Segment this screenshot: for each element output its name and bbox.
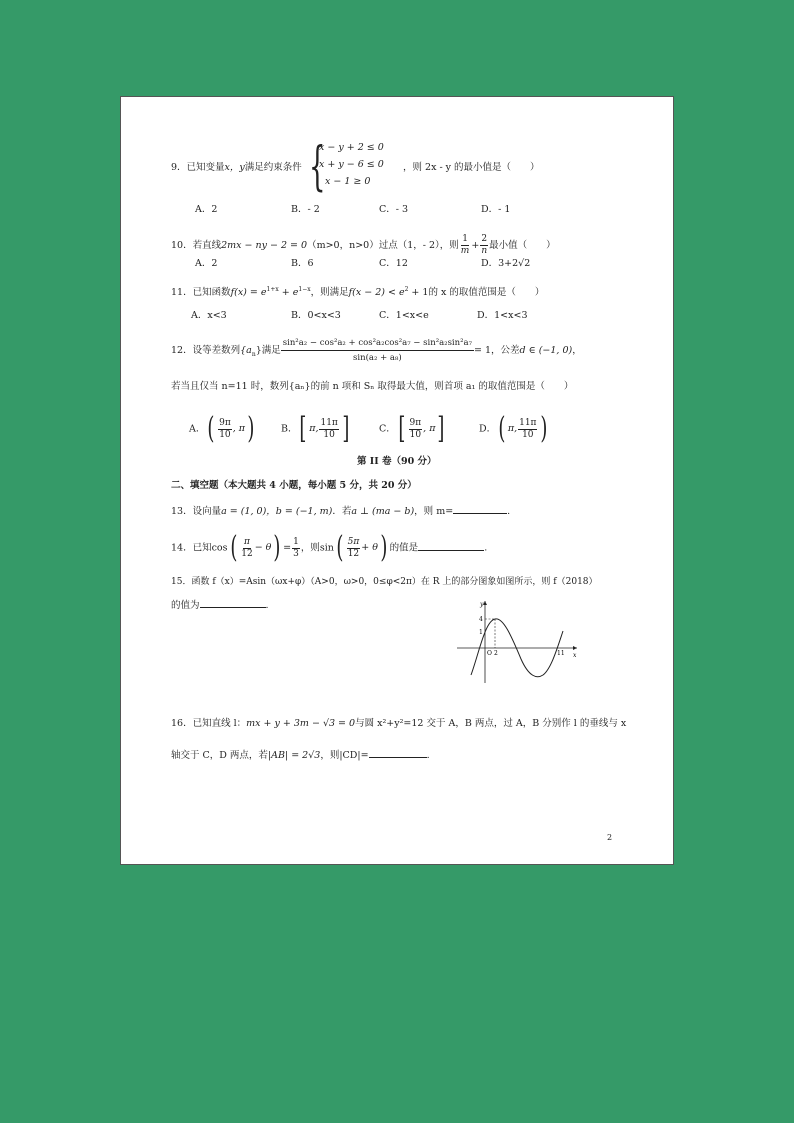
q9-constraint-1: x − y + 2 ≤ 0 [319, 142, 384, 153]
q11-option-b: B．0<x<3 [291, 310, 341, 321]
q12-stem [171, 333, 582, 373]
q12-option-a-tail: , π [232, 423, 246, 434]
q11-option-c: C．1<x<e [379, 310, 429, 321]
q12-option-d-head: π, [507, 423, 518, 434]
q10-frac-2-num: 2 [481, 234, 488, 244]
q12-seq: {a [240, 345, 252, 356]
q9-stem [171, 161, 302, 175]
q14-plus-theta: + θ [361, 542, 378, 553]
q12-d-range: d ∈ (−1, 0) [519, 345, 573, 356]
q12-line-2: 若当且仅当 n=11 时，数列{aₙ}的前 n 项和 Sₙ 取得最大值，则首项 a₁ 的取值范围是（ ） [171, 381, 574, 392]
q9-option-b: B．- 2 [291, 204, 320, 215]
q16-line-2 [171, 747, 430, 763]
q15-text: 的值为 [171, 600, 200, 611]
q12-option-c-label: C． [379, 423, 396, 435]
q12-option-a [189, 413, 257, 446]
q14-f1-den: 12 [241, 548, 253, 559]
q9-option-d: D．- 1 [481, 204, 511, 215]
q10-option-a: A．2 [195, 258, 218, 269]
q16-line-1 [171, 717, 626, 731]
q12-option-d [479, 413, 550, 446]
q12-option-c-lbracket: [ [398, 411, 406, 446]
q12-text-b: 满足 [261, 345, 281, 356]
q12-option-b-den: 10 [323, 429, 335, 440]
q10-option-d: D．3+2√2 [481, 258, 531, 269]
q11-text-c: 的 x 的取值范围是（ ） [428, 287, 545, 299]
q9-constraint-2: x + y − 6 ≤ 0 [319, 159, 384, 170]
section2-title: 二、填空题（本大题共 4 小题，每小题 5 分，共 20 分） [171, 480, 417, 491]
q12-seq-close: } [255, 345, 262, 356]
q12-eq: = 1，公差 [474, 345, 520, 356]
q16-line-eq: mx + y + 3m − √3 = 0 [246, 718, 356, 729]
q9-vars: x，y [224, 162, 245, 173]
q13-answer-blank[interactable] [453, 503, 507, 514]
q12-option-b-lbracket: [ [299, 411, 307, 446]
q12-main-fraction [281, 336, 474, 365]
q11-option-d: D．1<x<3 [477, 310, 528, 321]
q13-text-c: ，则 m= [414, 506, 454, 517]
q14-f2-num: 1 [293, 536, 299, 547]
q16-text-a: 16．已知直线 l： [171, 718, 247, 729]
graph-x-label: x [573, 652, 577, 659]
q14-lparen-2: ( [336, 530, 344, 565]
graph-tick-1: 1 [479, 629, 483, 636]
q13-end: . [507, 506, 511, 517]
q12-option-b-head: π, [309, 423, 319, 434]
q12-option-d-num: 11π [519, 417, 537, 428]
q12-option-d-rparen: ) [540, 411, 548, 446]
q12-option-a-label: A． [189, 423, 206, 435]
q9-brace: { [309, 137, 326, 197]
q14-text-b: ，则 [300, 542, 320, 554]
q13-stem [171, 503, 510, 519]
q13-text-b: ．若 [332, 506, 352, 517]
q12-text-a: 12．设等差数列 [171, 345, 241, 356]
q16-text-d: ，则|CD|= [320, 750, 369, 761]
q9-constraint-3: x − 1 ≥ 0 [325, 176, 371, 187]
q12-option-b [281, 413, 352, 446]
q14-f2-den: 3 [293, 548, 299, 559]
q14-lparen-1: ( [229, 530, 237, 565]
q10-text-b: （m>0，n>0）过点（1，- 2），则 [307, 240, 459, 251]
q9-text-a: 9．已知变量 [171, 162, 225, 173]
q14-text-a: 14．已知 [171, 542, 212, 554]
q12-option-a-num: 9π [219, 417, 231, 428]
q10-frac-2-den: n [481, 246, 488, 256]
q10-option-b: B．6 [291, 258, 314, 269]
graph-tick-4: 4 [479, 616, 483, 623]
q12-option-c-num: 9π [409, 417, 422, 428]
q15-sine-graph [451, 597, 581, 687]
q10-text-c: 最小值（ ） [489, 240, 556, 251]
q12-seq-sub: n [251, 350, 256, 358]
q14-f3-den: 12 [347, 548, 360, 559]
q11-func: f(x) = e [230, 287, 267, 299]
q12-numerator: sin²a₂ − cos²a₂ + cos²a₂cos²a₇ − sin²a₂sin²a₇ [281, 336, 474, 351]
q13-condition: a ⊥ (ma − b) [351, 506, 415, 517]
q14-stem [171, 530, 488, 565]
q11-text-a: 11．已知函数 [171, 287, 231, 299]
q12-denominator: sin(a₂ + a₈) [353, 353, 402, 363]
q11-exp-2: 1−x [298, 286, 311, 293]
q11-exp-3: 2 [404, 286, 409, 293]
q14-cos: cos [211, 542, 228, 554]
q9-text-b: 满足约束条件 [244, 162, 302, 173]
q10-line-eq: 2mx − ny − 2 = 0 [221, 240, 308, 251]
q13-vectors: a = (1, 0)，b = (−1, m) [221, 506, 333, 517]
q11-exp-1: 1+x [266, 286, 279, 293]
q11-ineq: f(x − 2) < e [348, 287, 405, 299]
q14-f3-num: 5π [347, 536, 360, 547]
exam-page [120, 96, 674, 865]
q14-eq: = [283, 542, 292, 554]
q14-end: . [484, 542, 488, 554]
q12-option-c-tail: , π [423, 423, 436, 434]
q10-frac-1 [460, 234, 471, 257]
q12-option-c-den: 10 [409, 429, 422, 440]
q15-line-1: 15．函数 f（x）=Asin（ωx+φ）（A>0，ω>0，0≤φ<2π）在 R 上的部分图象如图所示，则 f（2018） [171, 577, 598, 587]
q10-frac-2 [480, 234, 488, 257]
q16-text-c: 轴交于 C，D 两点，若 [171, 750, 268, 761]
q9-stem-tail: ，则 2x - y 的最小值是（ ） [403, 162, 540, 173]
q14-text-c: 的值是 [389, 542, 419, 554]
q14-answer-blank[interactable] [418, 540, 484, 551]
q12-option-d-lparen: ( [498, 411, 506, 446]
q14-sin: sin [319, 542, 334, 554]
q10-option-c: C．12 [379, 258, 408, 269]
q14-rparen-1: ) [273, 530, 281, 565]
q12-comma: ， [572, 345, 582, 356]
q14-rparen-2: ) [380, 530, 388, 565]
q12-option-c-rbracket: ] [437, 411, 445, 446]
q16-ab-length: |AB| = 2√3 [267, 750, 321, 761]
q12-option-a-den: 10 [219, 429, 231, 440]
y-axis-arrow [483, 601, 487, 605]
x-axis-arrow [573, 646, 577, 650]
q12-option-a-rparen: ) [247, 411, 255, 446]
q15-line-2 [171, 597, 269, 613]
q11-ineq-tail: + 1 [408, 287, 429, 299]
q11-text-b: ，则满足 [310, 287, 349, 299]
q12-option-b-num: 11π [320, 417, 338, 428]
q11-plus: + e [278, 287, 299, 299]
page-number: 2 [607, 833, 613, 842]
q10-frac-1-den: m [460, 246, 470, 256]
q10-text-a: 10．若直线 [171, 240, 222, 251]
q10-frac-1-num: 1 [462, 234, 468, 244]
q16-text-b: 与圆 x²+y²=12 交于 A，B 两点，过 A，B 分别作 l 的垂线与 x [355, 718, 627, 729]
q12-option-d-label: D． [479, 423, 497, 435]
q11-option-a: A．x<3 [191, 310, 227, 321]
q12-option-b-label: B． [281, 423, 298, 435]
q11-stem [171, 283, 544, 300]
q12-option-a-lparen: ( [207, 411, 215, 446]
q15-end: . [265, 600, 269, 611]
q12-option-c [379, 413, 447, 446]
q12-option-d-den: 10 [522, 429, 534, 440]
q14-f1-num: π [244, 536, 250, 547]
part2-title: 第 II 卷（90 分） [357, 456, 437, 467]
q16-answer-blank[interactable] [369, 747, 427, 758]
graph-tick-2: 2 [494, 650, 498, 657]
q9-option-c: C．- 3 [379, 204, 409, 215]
graph-tick-11: 11 [557, 650, 565, 657]
graph-y-label: y [480, 601, 484, 608]
q15-answer-blank[interactable] [200, 597, 266, 608]
q10-plus: + [471, 240, 480, 251]
q14-minus-theta: − θ [254, 542, 272, 553]
q12-option-b-rbracket: ] [342, 411, 350, 446]
graph-origin: O [487, 650, 492, 657]
q16-end: . [426, 750, 430, 761]
q9-option-a: A．2 [195, 204, 218, 215]
q13-text-a: 13．设向量 [171, 506, 222, 517]
